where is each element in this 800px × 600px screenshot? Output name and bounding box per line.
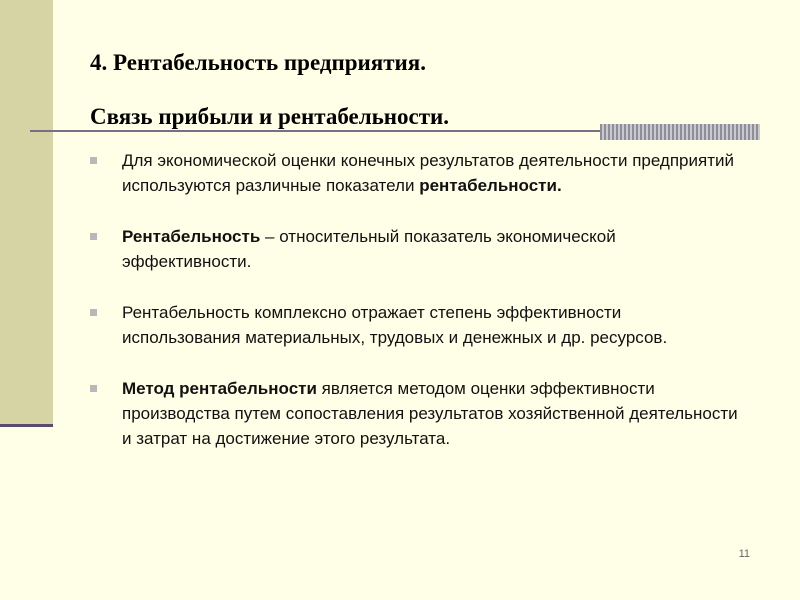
title-line-1: 4. Рентабельность предприятия.: [90, 50, 426, 75]
bullet-text: Рентабельность комплексно отражает степень эффективности использования материальных, трудовых и денежных и др. ресурсов.: [122, 303, 668, 347]
title-line-2: Связь прибыли и рентабельности.: [90, 104, 450, 129]
title-divider: [30, 130, 600, 132]
bullet-text: Для экономической оценки конечных результатов деятельности предприятий используются различные показатели рентабельности.: [122, 151, 734, 195]
bullet-text: Рентабельность – относительный показатель экономической эффективности.: [122, 227, 616, 271]
bullet-marker: [90, 157, 97, 164]
left-decor-line: [0, 424, 53, 427]
divider-pattern-block: [600, 124, 760, 140]
bullet-marker: [90, 385, 97, 392]
slide-number: 11: [738, 548, 750, 560]
bullet-text: Метод рентабельности является методом оценки эффективности производства путем сопоставления результатов хозяйственной деятельности и затрат на достижение этого результата.: [122, 379, 738, 448]
bullet-list: [90, 148, 740, 477]
bullet-marker: [90, 309, 97, 316]
bullet-item-2: [90, 224, 740, 274]
bullet-item-4: [90, 376, 740, 451]
bullet-marker: [90, 233, 97, 240]
left-decor-band: [0, 0, 53, 426]
slide-title: [90, 36, 449, 144]
bullet-item-3: [90, 300, 740, 350]
bullet-item-1: [90, 148, 740, 198]
